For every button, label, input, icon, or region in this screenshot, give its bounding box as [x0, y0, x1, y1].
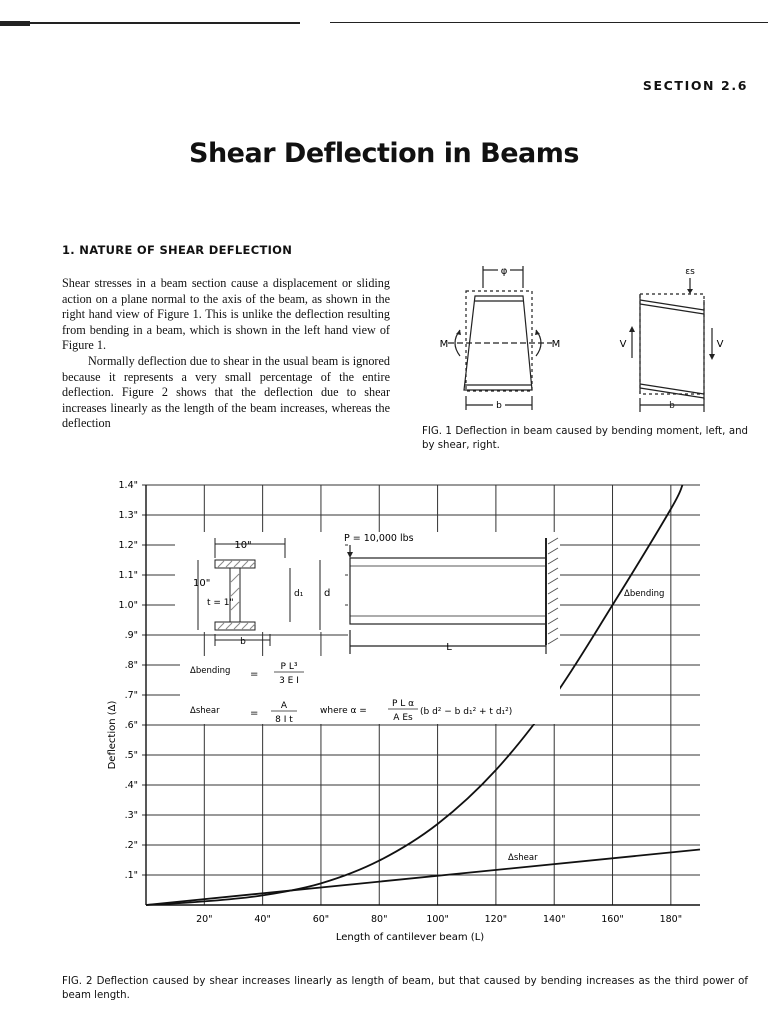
top-rule-left [0, 22, 300, 24]
body-text [62, 276, 390, 432]
y-tick-label: .8" [124, 660, 138, 671]
x-tick-label: 40" [254, 914, 271, 925]
x-tick-label: 20" [196, 914, 213, 925]
dim-d-label: d [324, 588, 331, 599]
formula-alpha-num: P L α [391, 699, 415, 709]
section-heading: 1. NATURE OF SHEAR DEFLECTION [62, 243, 293, 257]
y-tick-label: .7" [124, 690, 138, 701]
x-axis-label: Length of cantilever beam (L) [335, 932, 485, 943]
y-tick-label: 1.0" [118, 600, 138, 611]
figure-1-caption: FIG. 1 Deflection in beam caused by bending moment, left, and by shear, right. [422, 426, 748, 451]
formula-alpha-den: A Es [393, 713, 413, 723]
formula-shear-lhs: Δshear [190, 706, 220, 716]
dim-height-label: 10" [193, 578, 211, 589]
formula-shear-den: 8 I t [275, 715, 293, 725]
x-tick-label: 100" [426, 914, 449, 925]
shear-label-left: V [619, 339, 627, 350]
bending-arrowheads [456, 330, 540, 335]
y-tick-label: 1.3" [118, 510, 138, 521]
x-tick-label: 80" [371, 914, 388, 925]
formula-bending-lhs: Δbending [190, 666, 231, 676]
phi-label: φ [500, 266, 508, 277]
x-tick-label: 60" [312, 914, 330, 925]
moment-label-right: M [551, 339, 561, 350]
paragraph-2: Normally deflection due to shear in the usual beam is ignored because it represents a very small percentage of the entire deflection. Figure 2 shows that the deflection due to shear increases linearly as the length of the beam increases, whereas the deflection [62, 353, 390, 431]
paragraph-1: Shear stresses in a beam section cause a displacement or sliding action on a plane normal to the axis of the beam, as shown in the right hand view of Figure 1. This is unlike the deflection resulting from bending in a beam, which is shown in the left hand view of Figure 1. [62, 276, 390, 353]
dim-web-label: t = 1" [207, 598, 234, 608]
series-label-shear: Δshear [508, 853, 538, 863]
bending-element [448, 266, 552, 410]
formula-bending-eq: = [250, 669, 259, 680]
shear-label-right: V [716, 339, 724, 350]
formula-bending-num: P L³ [280, 662, 298, 672]
shear-arrowhead-right [709, 354, 715, 360]
figure-1 [420, 258, 750, 423]
dim-L-label: L [446, 642, 452, 653]
epsilon-label: εs [685, 267, 695, 277]
dim-b-label: b [240, 637, 246, 647]
y-tick-label: .2" [124, 840, 138, 851]
shear-arrowhead-left [629, 326, 635, 332]
y-tick-label: .4" [124, 780, 138, 791]
dim-d1-label: d₁ [294, 589, 304, 599]
y-tick-label: .6" [124, 720, 138, 731]
series-line-shear [146, 850, 700, 906]
y-tick-label: .3" [124, 810, 138, 821]
load-label: P = 10,000 lbs [344, 533, 414, 544]
b-label-right: b [669, 401, 675, 411]
x-tick-label: 140" [542, 914, 566, 925]
formula-shear-eq: = [250, 708, 259, 719]
y-tick-label: .9" [124, 630, 138, 641]
b-label-left: b [496, 401, 502, 411]
x-tick-label: 180" [659, 914, 683, 925]
shear-arrowheads [629, 289, 715, 360]
formula-bending-den: 3 E I [279, 676, 299, 686]
cantilever-panel [348, 532, 560, 657]
bending-original-outline [466, 291, 532, 391]
figure-2-chart [0, 470, 768, 950]
top-rule-right [330, 22, 768, 23]
moment-label-left: M [439, 339, 449, 350]
x-tick-label: 120" [484, 914, 508, 925]
dim-width-label: 10" [234, 540, 252, 551]
y-tick-label: .1" [124, 870, 138, 881]
y-axis-label: Deflection (Δ) [107, 700, 118, 770]
y-tick-label: 1.4" [118, 480, 138, 491]
shear-element [632, 278, 712, 412]
eps-arrowhead [687, 289, 693, 294]
y-tick-label: .5" [124, 750, 138, 761]
formula-alpha-tail: (b d² − b d₁² + t d₁²) [420, 707, 513, 717]
section-label: SECTION 2.6 [642, 78, 748, 93]
formula-where: where α = [320, 706, 367, 716]
y-tick-label: 1.1" [118, 570, 138, 581]
top-rule-left-thick [0, 21, 30, 26]
page-title: Shear Deflection in Beams [189, 138, 579, 169]
figure-2-caption: FIG. 2 Deflection caused by shear increases linearly as length of beam, but that caused by bending increases as the third power of beam length. [62, 976, 748, 1001]
y-tick-label: 1.2" [118, 540, 138, 551]
x-tick-label: 160" [601, 914, 624, 925]
series-label-bending: Δbending [624, 589, 665, 599]
formula-shear-num: A [280, 701, 288, 711]
